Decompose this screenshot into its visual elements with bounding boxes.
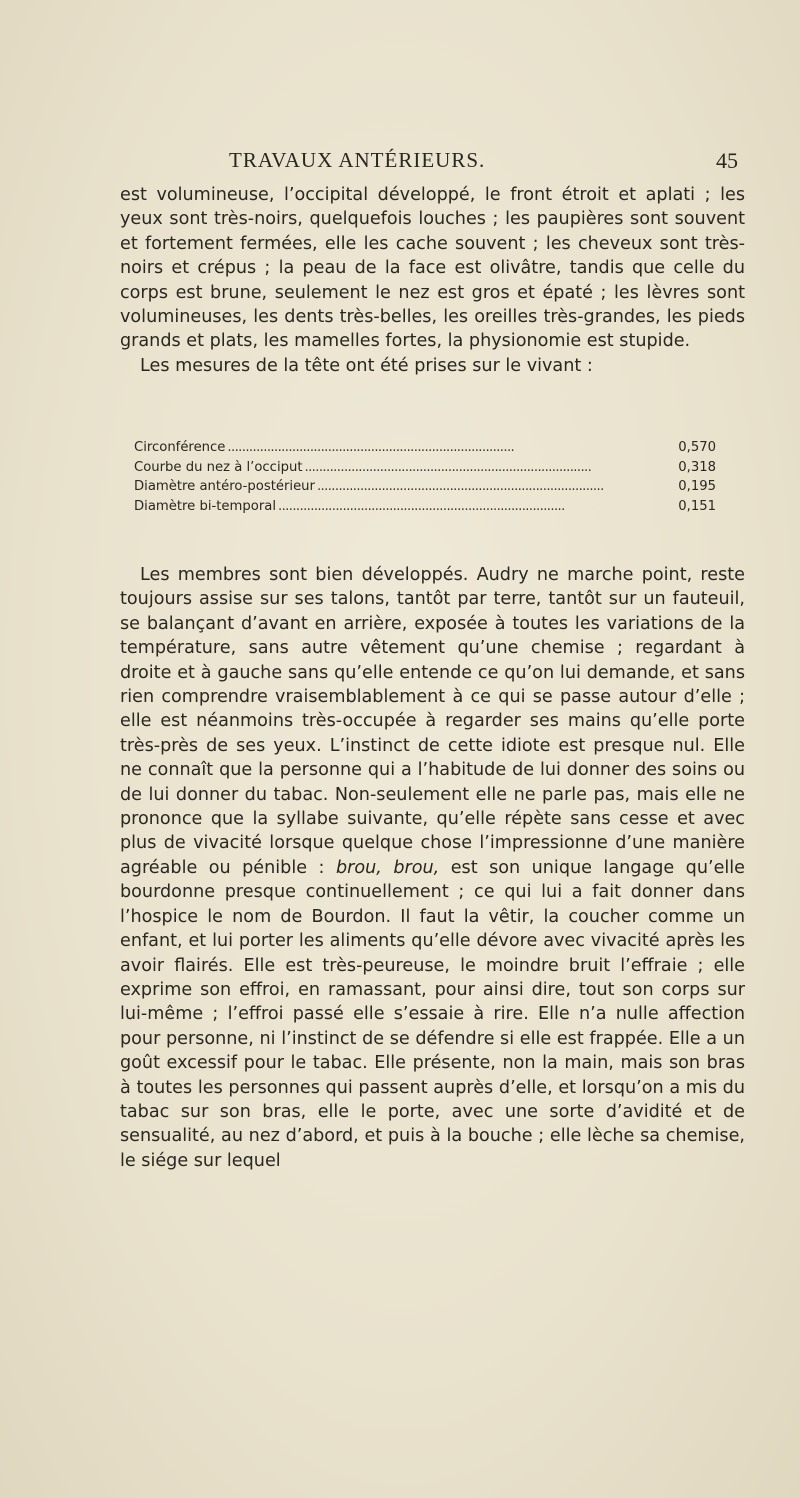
- measurements-table: [134, 438, 716, 516]
- measure-row: [134, 477, 716, 497]
- paragraph-text: [120, 563, 745, 1173]
- measure-value: 0,195: [678, 479, 716, 494]
- measure-value: 0,151: [678, 498, 716, 514]
- page-header: [120, 148, 738, 178]
- paragraph-text-part1: Les membres sont bien développés. Audry ne marche point, reste toujours assise sur ses talons, tantôt par terre, tantôt sur un fauteuil, se balançant d’avant en arrière, exposée à toutes les variations de la température, sans autre vêtement qu’une chemise ; regardant à droite et à gauche sans qu’elle entende ce qu’on lui demande, et sans rien comprendre vraisemblablement à ce qui se passe autour d’elle ; elle est néanmoins très-occupée à regarder ses mains qu’elle porte très-près de ses yeux. L’instinct de cette idiote est presque nul. Elle ne connaît que la personne qui a l’habitude de lui donner des soins ou de lui donner du tabac. Non-seulement elle ne parle pas, mais elle ne prononce que la syllabe suivante, qu’elle répète sans cesse et avec plus de vivacité lorsque quelque chose l’impressionne d’une manière agréable ou pénible :: [120, 565, 745, 878]
- measure-row: [134, 458, 716, 478]
- dot-leader: [278, 497, 674, 517]
- page-number: 45: [716, 148, 738, 173]
- paragraph-text-part2: est son unique langage qu’elle bourdonne presque continuellement ; ce qui lui a fait donner dans l’hospice le nom de Bourdon. Il faut la vêtir, la coucher comme un enfant, et lui porter les aliments qu’elle dévore avec vivacité après les avoir flairés. Elle est très-peureuse, le moindre bruit l’effraie ; elle exprime son effroi, en ramassant, pour ainsi dire, tout son corps sur lui-même ; l’effroi passé elle s’essaie à rire. Elle n’a nulle affection pour personne, ni l’instinct de se défendre si elle est frappée. Elle a un goût excessif pour le tabac. Elle présente, non la main, mais son bras à toutes les personnes qui passent auprès d’elle, et lorsqu’on a mis du tabac sur son bras, elle le porte, avec une sorte d’avidité et de sensualité, au nez d’abord, et puis à la bouche ; elle lèche sa chemise, le siége sur lequel: [120, 857, 746, 1171]
- dot-leader: [317, 477, 674, 497]
- measure-label: Diamètre antéro-postérieur: [134, 479, 315, 494]
- paragraph-text: est volumineuse, l’occipital développé, le front étroit et aplati ; les yeux sont très-noirs, quelquefois louches ; les paupières sont souvent et fortement fermées, elle les cache souvent ; les cheveux sont très-noirs et crépus ; la peau de la face est olivâtre, tandis que celle du corps est brune, seulement le nez est gros et épaté ; les lèvres sont volumineuses, les dents très-belles, les oreilles très-grandes, les pieds grands et plats, les mamelles fortes, la physionomie est stupide.: [120, 185, 745, 352]
- dot-leader: [305, 458, 675, 478]
- italic-phrase: brou, brou,: [335, 857, 440, 878]
- paragraph-behavior: [120, 563, 745, 1173]
- measure-label: Diamètre bi-temporal: [134, 498, 276, 514]
- dot-leader: [227, 438, 674, 458]
- paragraph-physical-description: [120, 183, 745, 378]
- running-title: TRAVAUX ANTÉRIEURS.: [229, 148, 486, 172]
- measure-label: Circonférence: [134, 440, 226, 455]
- measure-label: Courbe du nez à l’occiput: [134, 459, 303, 475]
- measure-value: 0,318: [678, 459, 716, 475]
- measure-row: [134, 438, 716, 458]
- measures-intro: Les mesures de la tête ont été prises sur le vivant :: [140, 355, 593, 376]
- measure-value: 0,570: [678, 440, 716, 455]
- measure-row: [134, 497, 716, 517]
